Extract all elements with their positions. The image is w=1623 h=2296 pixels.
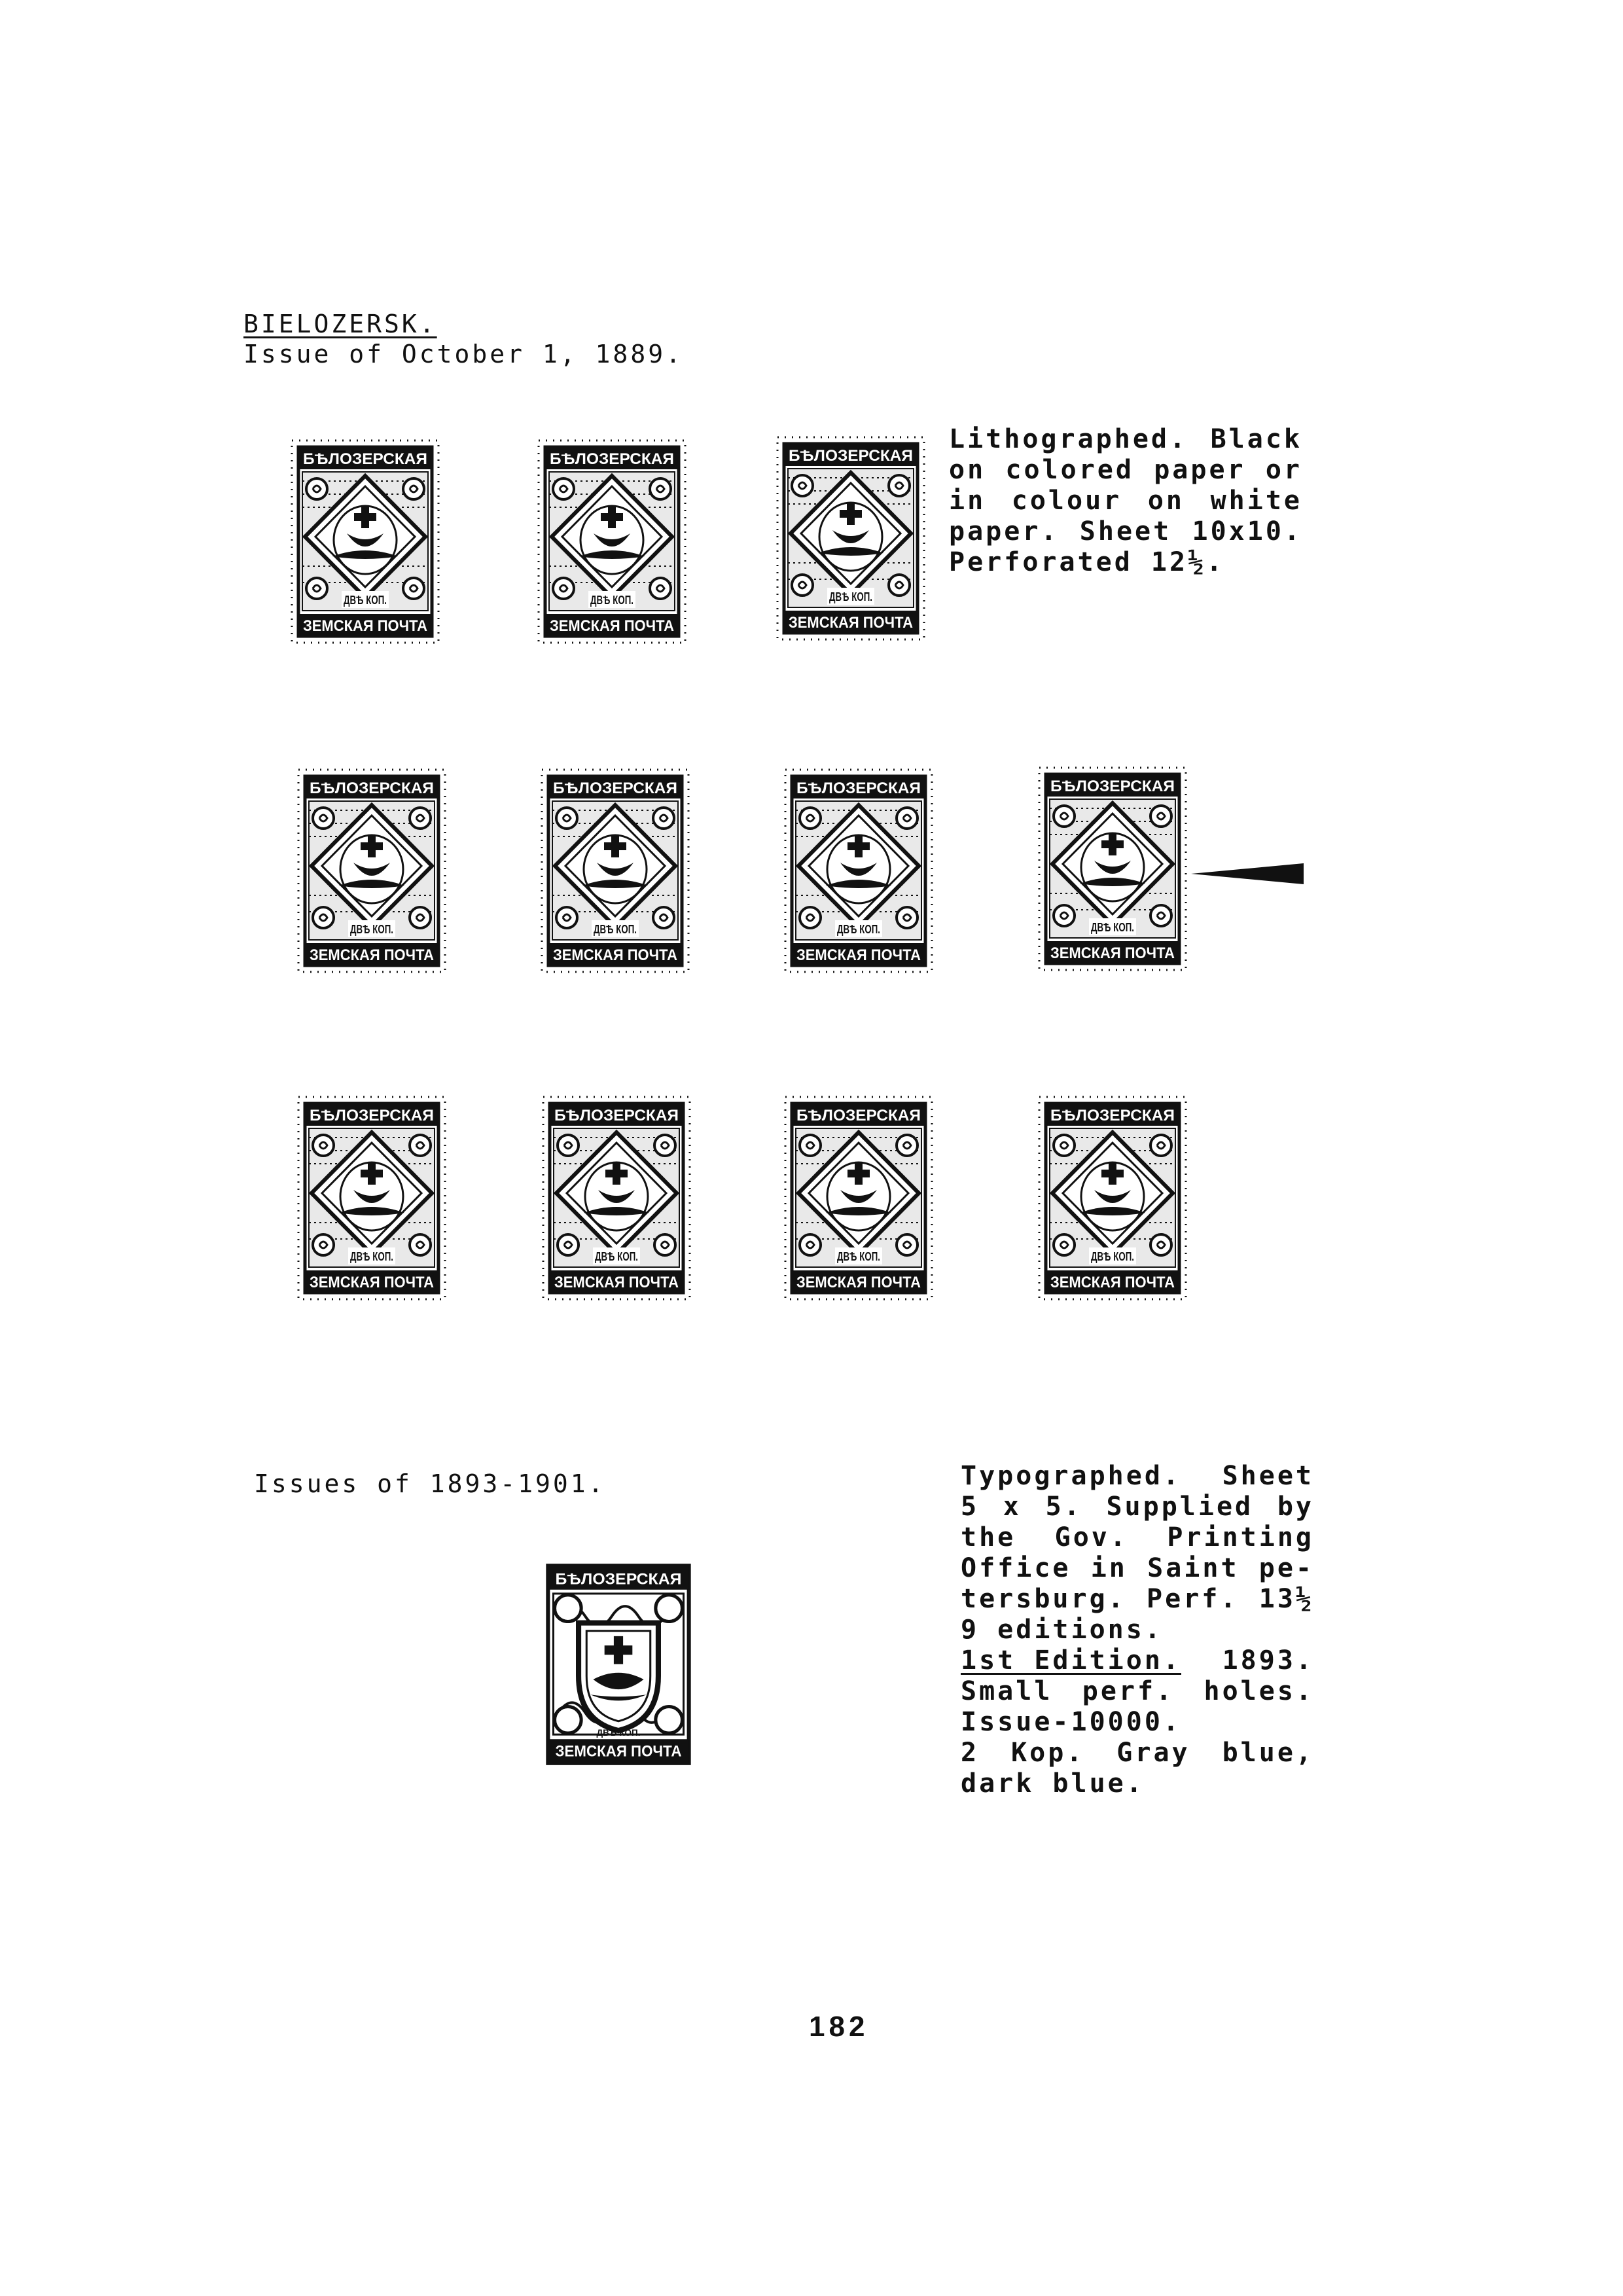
stamp-bottom-label: ЗЕМСКАЯ ПОЧТА bbox=[1050, 944, 1175, 962]
stamp-graphic bbox=[780, 764, 937, 977]
stamp-top-label: БѢЛОЗЕРСКАЯ bbox=[1050, 778, 1175, 795]
stamp-bottom-label: ЗЕМСКАЯ ПОЧТА bbox=[555, 1742, 682, 1761]
description-line: paper. Sheet 10x10. bbox=[949, 516, 1302, 547]
stamp-1889 bbox=[772, 432, 929, 645]
stamp-graphic bbox=[1034, 762, 1191, 975]
stamp-top-label: БѢЛОЗЕРСКАЯ bbox=[553, 780, 677, 797]
stamp-graphic bbox=[780, 1092, 937, 1304]
description-line: Small perf. holes. bbox=[961, 1676, 1314, 1706]
stamp-1889 bbox=[538, 1092, 695, 1304]
stamp-top-label: БѢЛОЗЕРСКАЯ bbox=[789, 447, 913, 465]
stamp-graphic bbox=[772, 432, 929, 645]
variety-pointer-arrow bbox=[1191, 861, 1306, 887]
issue-1889-heading: Issue of October 1, 1889. bbox=[243, 340, 683, 368]
stamp-bottom-label: ЗЕМСКАЯ ПОЧТА bbox=[550, 617, 674, 635]
stamp-value-label: ДВѢ КОП. bbox=[590, 594, 633, 607]
stamp-bottom-label: ЗЕМСКАЯ ПОЧТА bbox=[789, 614, 913, 632]
stamp-top-label: БѢЛОЗЕРСКАЯ bbox=[555, 1570, 682, 1588]
stamp-value-label: ДВѢ КОП. bbox=[594, 923, 637, 936]
edition-year: 1893. bbox=[1222, 1645, 1314, 1676]
stamp-top-label: БѢЛОЗЕРСКАЯ bbox=[310, 1107, 434, 1124]
issues-1893-heading: Issues of 1893-1901. bbox=[254, 1469, 606, 1498]
stamp-graphic bbox=[293, 764, 450, 977]
description-line: Typographed. Sheet bbox=[961, 1461, 1314, 1491]
description-line: Office in Saint pe- bbox=[961, 1553, 1314, 1583]
stamp-graphic bbox=[538, 1092, 695, 1304]
description-line: 5 x 5. Supplied by bbox=[961, 1492, 1314, 1522]
stamp-graphic bbox=[533, 435, 690, 648]
stamp-bottom-label: ЗЕМСКАЯ ПОЧТА bbox=[303, 617, 427, 635]
stamp-graphic bbox=[287, 435, 444, 648]
stamp-top-label: БѢЛОЗЕРСКАЯ bbox=[796, 780, 921, 797]
stamp-bottom-label: ЗЕМСКАЯ ПОЧТА bbox=[796, 1274, 921, 1291]
stamp-top-label: БѢЛОЗЕРСКАЯ bbox=[1050, 1107, 1175, 1124]
stamp-1889 bbox=[1034, 762, 1191, 975]
stamp-1889 bbox=[287, 435, 444, 648]
description-line: 9 editions. bbox=[961, 1615, 1163, 1645]
description-line: dark blue. bbox=[961, 1768, 1145, 1799]
page-number: 182 bbox=[809, 2011, 869, 2043]
stamp-1893 bbox=[537, 1556, 700, 1772]
stamp-value-label: ДВѢ КОП. bbox=[1091, 921, 1134, 934]
stamp-graphic bbox=[1034, 1092, 1191, 1304]
stamp-value-label: ДВѢ КОП. bbox=[596, 1728, 641, 1739]
description-line: in colour on white bbox=[949, 486, 1302, 516]
stamp-1889 bbox=[533, 435, 690, 648]
stamp-bottom-label: ЗЕМСКАЯ ПОЧТА bbox=[310, 1274, 434, 1291]
stamp-1889 bbox=[1034, 1092, 1191, 1304]
stamp-graphic bbox=[537, 764, 694, 977]
stamp-top-label: БѢЛОЗЕРСКАЯ bbox=[796, 1107, 921, 1124]
stamp-top-label: БѢЛОЗЕРСКАЯ bbox=[554, 1107, 679, 1124]
stamp-bottom-label: ЗЕМСКАЯ ПОЧТА bbox=[310, 946, 434, 964]
stamp-graphic bbox=[293, 1092, 450, 1304]
description-line: Lithographed. Black bbox=[949, 424, 1302, 454]
stamp-1889 bbox=[293, 1092, 450, 1304]
description-line: the Gov. Printing bbox=[961, 1522, 1314, 1552]
stamp-bottom-label: ЗЕМСКАЯ ПОЧТА bbox=[553, 946, 677, 964]
stamp-1889 bbox=[780, 1092, 937, 1304]
edition-line bbox=[961, 1645, 1314, 1676]
stamp-bottom-label: ЗЕМСКАЯ ПОЧТА bbox=[1050, 1274, 1175, 1291]
lithographed-description bbox=[949, 424, 1302, 578]
stamp-value-label: ДВѢ КОП. bbox=[344, 594, 387, 607]
description-line: Issue-10000. bbox=[961, 1707, 1181, 1737]
description-line: Perforated 12½. bbox=[949, 547, 1225, 577]
stamp-bottom-label: ЗЕМСКАЯ ПОЧТА bbox=[554, 1274, 679, 1291]
edition-label: 1st Edition. bbox=[961, 1645, 1181, 1676]
stamp-value-label: ДВѢ КОП. bbox=[837, 923, 880, 936]
description-line: 2 Kop. Gray blue, bbox=[961, 1738, 1314, 1768]
stamp-value-label: ДВѢ КОП. bbox=[350, 923, 393, 936]
stamp-1889 bbox=[537, 764, 694, 977]
description-line: on colored paper or bbox=[949, 455, 1302, 485]
typographed-description bbox=[961, 1461, 1314, 1799]
stamp-1889 bbox=[293, 764, 450, 977]
stamp-1889 bbox=[780, 764, 937, 977]
stamp-bottom-label: ЗЕМСКАЯ ПОЧТА bbox=[796, 946, 921, 964]
description-line: tersburg. Perf. 13½ bbox=[961, 1584, 1314, 1614]
stamp-value-label: ДВѢ КОП. bbox=[837, 1250, 880, 1263]
stamp-value-label: ДВѢ КОП. bbox=[350, 1250, 393, 1263]
stamp-top-label: БѢЛОЗЕРСКАЯ bbox=[310, 780, 434, 797]
stamp-value-label: ДВѢ КОП. bbox=[1091, 1250, 1134, 1263]
stamp-value-label: ДВѢ КОП. bbox=[829, 590, 872, 603]
stamp-value-label: ДВѢ КОП. bbox=[595, 1250, 638, 1263]
stamp-graphic bbox=[537, 1556, 700, 1772]
section-title: BIELOZERSK. bbox=[243, 310, 437, 338]
stamp-top-label: БѢЛОЗЕРСКАЯ bbox=[303, 450, 427, 468]
stamp-top-label: БѢЛОЗЕРСКАЯ bbox=[550, 450, 674, 468]
